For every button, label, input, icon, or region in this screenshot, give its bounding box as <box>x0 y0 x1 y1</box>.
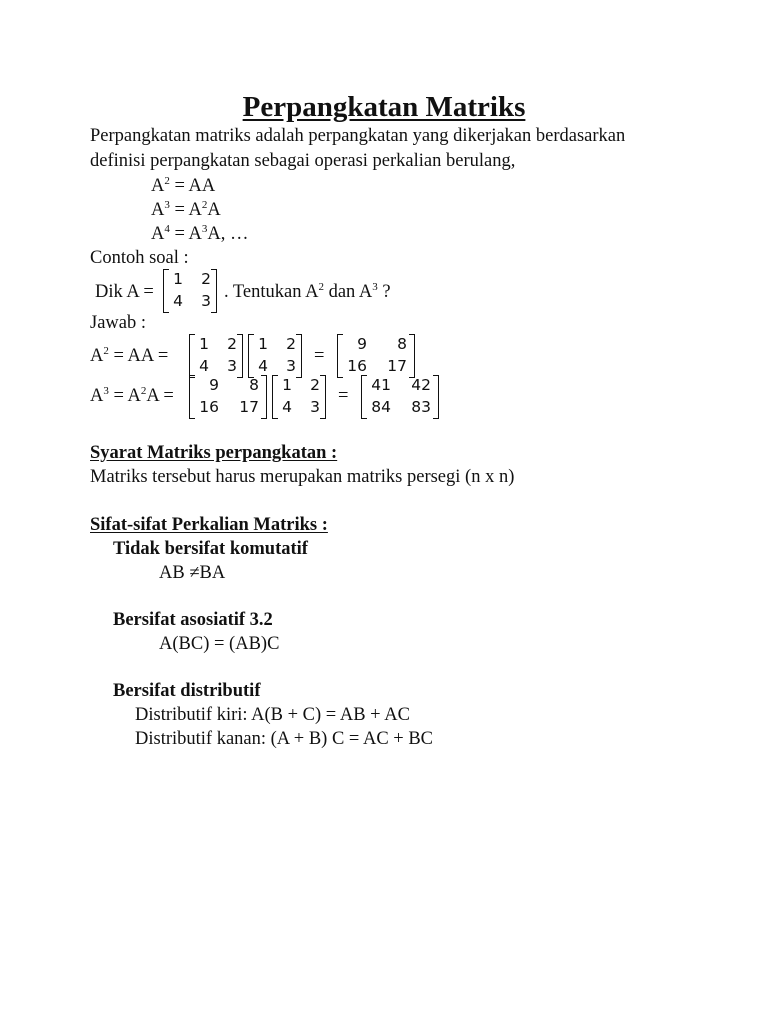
syarat-text: Matriks tersebut harus merupakan matriks persegi (n x n) <box>90 467 515 487</box>
power-def-a3: $A^3 = A^2A$ <box>151 199 221 220</box>
power-def-a4: $A^4 = A^3A$, … <box>151 223 249 244</box>
sifat-heading: Sifat-sifat Perkalian Matriks : <box>90 515 328 535</box>
matrix-cell: 1 <box>173 270 183 288</box>
matrix-cell: 16 <box>347 357 367 375</box>
matrix-cell: 17 <box>239 398 259 416</box>
answer-label: Jawab : <box>90 313 146 333</box>
matrix-cell: 8 <box>249 376 259 394</box>
matrix-cell: 9 <box>357 335 367 353</box>
matrix-cell: 8 <box>397 335 407 353</box>
matrix-cell: 3 <box>310 398 320 416</box>
sifat-distributif-kanan: Distributif kanan: (A + B) C = AC + BC <box>135 729 434 749</box>
sifat-distributif-kiri: Distributif kiri: A(B + C) = AB + AC <box>135 705 410 725</box>
matrix-a-right <box>248 334 302 378</box>
given-question: . Tentukan $A^2$ dan $A^3$ ? <box>224 281 391 302</box>
matrix-a-given <box>163 269 217 313</box>
matrix-cell: 17 <box>387 357 407 375</box>
intro-line-1: Perpangkatan matriks adalah perpangkatan yang dikerjakan berdasarkan <box>90 126 626 146</box>
matrix-a3-result <box>361 375 439 419</box>
equals-sign: = <box>338 386 349 406</box>
matrix-a-left <box>189 334 243 378</box>
given-prefix: Dik A = <box>95 282 154 302</box>
sifat-asosiatif-title: Bersifat asosiatif 3.2 <box>113 610 273 630</box>
matrix-cell: 9 <box>209 376 219 394</box>
matrix-cell: 2 <box>286 335 296 353</box>
matrix-cell: 2 <box>227 335 237 353</box>
matrix-cell: 41 <box>371 376 391 394</box>
matrix-cell: 4 <box>258 357 268 375</box>
matrix-cell: 2 <box>310 376 320 394</box>
matrix-a-right-2 <box>272 375 326 419</box>
matrix-cell: 84 <box>371 398 391 416</box>
matrix-cell: 3 <box>286 357 296 375</box>
page-title: Perpangkatan Matriks <box>242 91 526 123</box>
matrix-cell: 4 <box>199 357 209 375</box>
example-label: Contoh soal : <box>90 248 189 268</box>
matrix-cell: 4 <box>173 292 183 310</box>
matrix-cell: 1 <box>258 335 268 353</box>
equals-sign: = <box>314 346 325 366</box>
matrix-cell: 1 <box>282 376 292 394</box>
intro-line-2: definisi perpangkatan sebagai operasi perkalian berulang, <box>90 151 516 171</box>
matrix-cell: 83 <box>411 398 431 416</box>
a2-lhs: $A^2$ = AA = <box>90 345 169 366</box>
matrix-cell: 16 <box>199 398 219 416</box>
sifat-komutatif-formula: AB ≠BA <box>159 563 226 583</box>
sifat-asosiatif-formula: A(BC) = (AB)C <box>159 634 280 654</box>
matrix-cell: 4 <box>282 398 292 416</box>
sifat-distributif-title: Bersifat distributif <box>113 681 261 701</box>
power-def-a2: $A^2$ = AA <box>151 175 216 196</box>
matrix-a2-left <box>189 375 267 419</box>
syarat-heading: Syarat Matriks perpangkatan : <box>90 443 338 463</box>
matrix-cell: 3 <box>227 357 237 375</box>
matrix-a2-result <box>337 334 415 378</box>
matrix-cell: 2 <box>201 270 211 288</box>
matrix-cell: 3 <box>201 292 211 310</box>
matrix-cell: 1 <box>199 335 209 353</box>
sifat-komutatif-title: Tidak bersifat komutatif <box>113 539 308 559</box>
a3-lhs: $A^3 = A^2A$ = <box>90 385 174 406</box>
matrix-cell: 42 <box>411 376 431 394</box>
